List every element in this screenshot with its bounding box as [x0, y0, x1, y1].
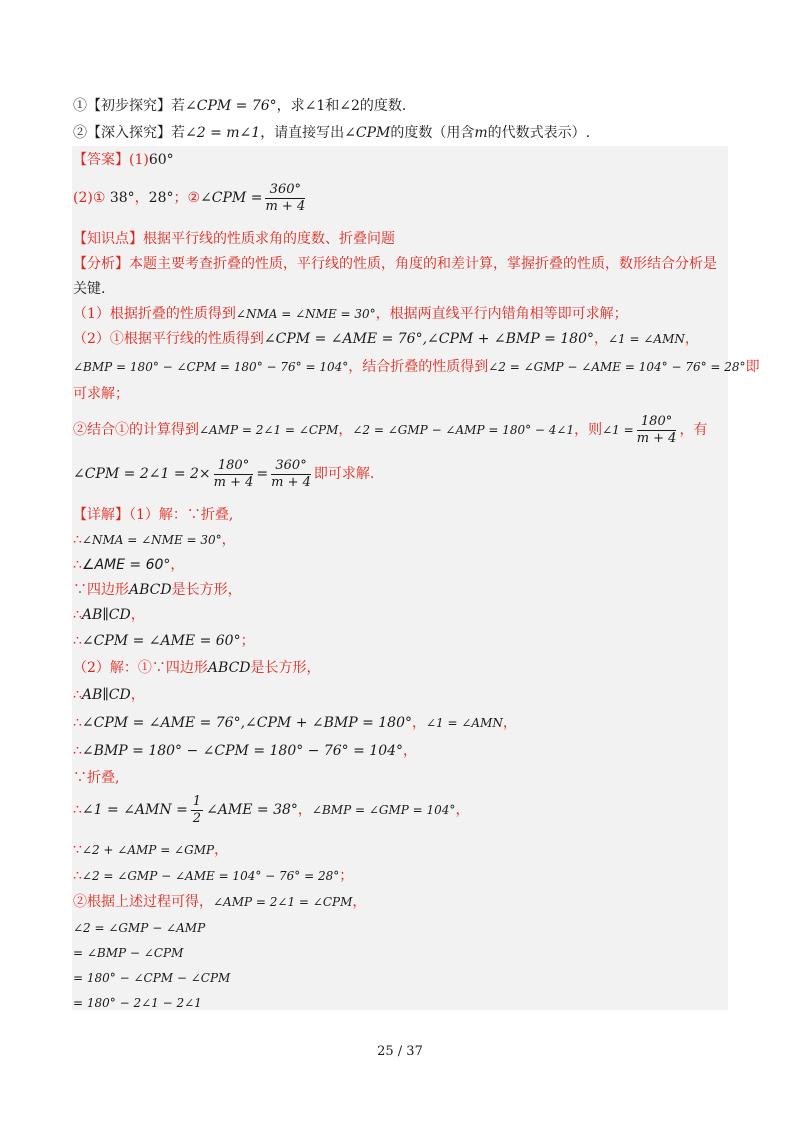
- detail-text-1: （1）解：∵折叠,: [129, 507, 234, 523]
- q2-text2: 的度数（用含: [390, 125, 475, 141]
- detail-line-17: = ∠BMP − ∠CPM: [73, 946, 184, 960]
- q2-var: m: [474, 125, 488, 141]
- fraction-denominator: m + 4: [213, 474, 254, 490]
- detail-line-14: [73, 866, 353, 886]
- detail-math-5: AB∥CD: [81, 607, 131, 623]
- detail-sep-6: ；: [240, 633, 255, 649]
- answer-2-prefix: (2)①: [73, 190, 106, 206]
- analysis-text-2: 关键.: [73, 281, 106, 297]
- therefore-symbol: ∴: [73, 715, 82, 731]
- detail-math-4: ABCD: [129, 582, 172, 598]
- answer-label: 【答案】: [73, 152, 129, 168]
- detail-math-9: ∠CPM = ∠AME = 76°,∠CPM + ∠BMP = 180°: [81, 715, 412, 731]
- detail-line-3: [73, 555, 184, 575]
- answer-2-angle1: 38°: [109, 190, 135, 206]
- analysis-step-3: [73, 357, 760, 377]
- analysis-step-2-math2: ∠1 = ∠AMN: [608, 332, 685, 346]
- detail-label: 【详解】: [73, 507, 129, 523]
- answer-line-1: [73, 150, 174, 170]
- therefore-symbol: ∴: [73, 687, 82, 703]
- detail-math-8: AB∥CD: [81, 687, 131, 703]
- detail-line-13: [73, 840, 228, 860]
- detail-sep-2: ，: [221, 532, 236, 548]
- analysis-step-5-text: ②结合①的计算得到: [73, 422, 199, 438]
- answer-2-sep: ，: [134, 190, 149, 206]
- fraction-denominator: m + 4: [271, 474, 311, 490]
- therefore-symbol: ∴: [73, 868, 82, 884]
- answer-2-angle2: 28°: [148, 190, 174, 206]
- analysis-line-2: [73, 279, 105, 299]
- analysis-step-1-text: （1）根据折叠的性质得到: [73, 306, 236, 322]
- analysis-step-5-text2: ，则: [574, 422, 603, 438]
- detail-math-9b: ∠1 = ∠AMN: [426, 716, 503, 730]
- analysis-step-1-math: ∠NMA = ∠NME = 30°: [235, 307, 376, 321]
- answer-1-prefix: (1): [129, 152, 149, 168]
- detail-math-3: ∠AME = 60°: [81, 557, 171, 573]
- detail-tail-12: ，: [455, 802, 470, 818]
- analysis-step-6-equals: =: [256, 466, 269, 482]
- fraction-numerator: 1: [192, 793, 202, 809]
- detail-line-18: = 180° − ∠CPM − ∠CPM: [73, 971, 231, 985]
- detail-line-19: = 180° − 2∠1 − 2∠1: [73, 996, 202, 1010]
- analysis-step-5: [73, 412, 707, 448]
- detail-line-7: [73, 658, 321, 678]
- q2-lead: ②【深入探究】若: [73, 125, 185, 141]
- analysis-text-1: 本题主要考查折叠的性质，平行线的性质，角度的和差计算，掌握折叠的性质，数形结合分析是: [129, 256, 717, 272]
- analysis-step-5-math2: ∠2 = ∠GMP − ∠AMP = 180° − 4∠1: [352, 423, 575, 437]
- detail-math-12: ∠1 = ∠AMN =: [81, 802, 188, 818]
- detail-math-13: ∠2 + ∠AMP = ∠GMP: [81, 843, 215, 857]
- fraction-denominator: 2: [192, 810, 202, 826]
- answer-2-mid: ；②: [173, 190, 201, 206]
- analysis-step-2-sep: ，: [594, 331, 608, 347]
- fraction-denominator: m + 4: [265, 198, 306, 214]
- q2-text: ，请直接写出: [260, 125, 345, 141]
- fraction-numerator: 180°: [637, 414, 677, 431]
- therefore-symbol: ∴: [73, 532, 82, 548]
- analysis-step-1-tail: ，根据两直线平行内错角相等即可求解；: [375, 306, 628, 322]
- analysis-step-3-math: ∠BMP = 180° − ∠CPM = 180° − 76° = 104°: [73, 360, 349, 374]
- detail-line-1: [73, 505, 233, 525]
- fraction-denominator: m + 4: [636, 430, 677, 446]
- knowledge-text: 根据平行线的性质求角的度数、折叠问题: [143, 231, 395, 247]
- detail-text-7: （2）解：①∵四边形: [73, 660, 208, 676]
- analysis-step-2: [73, 329, 699, 349]
- knowledge-label: 【知识点】: [73, 231, 143, 247]
- q2-math2: ∠CPM: [344, 125, 391, 141]
- analysis-step-5-math: ∠AMP = 2∠1 = ∠CPM: [199, 423, 339, 437]
- analysis-step-6-fraction-2: [271, 458, 311, 491]
- fraction-numerator: 360°: [271, 458, 311, 475]
- detail-line-16: ∠2 = ∠GMP − ∠AMP: [73, 921, 206, 935]
- detail-math-6: ∠CPM = ∠AME = 60°: [81, 633, 241, 649]
- detail-line-2: [73, 530, 236, 550]
- detail-tail-9: ，: [502, 715, 517, 731]
- fraction-numerator: 360°: [265, 182, 305, 199]
- fraction-numerator: 180°: [214, 458, 254, 475]
- detail-sep-9: ，: [412, 715, 426, 731]
- analysis-step-3-text: ，结合折叠的性质得到: [348, 359, 489, 375]
- answer-2-fraction: [265, 182, 305, 215]
- detail-sep-15: ，: [352, 894, 367, 910]
- detail-line-11: [73, 768, 119, 788]
- analysis-step-6-tail: 即可求解.: [313, 466, 375, 482]
- analysis-step-4: [73, 384, 129, 404]
- analysis-step-6: [73, 456, 374, 492]
- detail-math-14: ∠2 = ∠GMP − ∠AME = 104° − 76° = 28°: [81, 869, 340, 883]
- detail-line-9: [73, 713, 517, 733]
- detail-sep-13: ，: [214, 842, 229, 858]
- detail-text-15: ②根据上述过程可得，: [73, 894, 213, 910]
- detail-line-15: [73, 892, 366, 912]
- detail-math-15: ∠AMP = 2∠1 = ∠CPM: [213, 895, 353, 909]
- analysis-label: 【分析】: [73, 256, 129, 272]
- analysis-line-1: [73, 254, 717, 274]
- q1-lead: ①【初步探究】若: [73, 98, 185, 114]
- analysis-step-2-math: ∠CPM = ∠AME = 76°,∠CPM + ∠BMP = 180°: [263, 331, 594, 347]
- detail-line-10: [73, 741, 417, 761]
- analysis-step-2-text: （2）①根据平行线的性质得到: [73, 331, 264, 347]
- question-part-2: [73, 123, 590, 143]
- analysis-step-5-tail: ，有: [679, 422, 708, 438]
- detail-line-4: [73, 580, 242, 600]
- detail-sep-12: ，: [297, 802, 312, 818]
- detail-text-11: ∵折叠,: [73, 770, 120, 786]
- answer-1-value: 60°: [148, 152, 174, 168]
- detail-math-7: ABCD: [207, 660, 251, 676]
- detail-math-10: ∠BMP = 180° − ∠CPM = 180° − 76° = 104°: [81, 743, 404, 759]
- detail-text-4: ∵四边形: [73, 582, 129, 598]
- page-number: 25 / 37: [377, 1044, 423, 1059]
- knowledge-point: [73, 229, 395, 249]
- detail-fraction-half: [191, 794, 203, 827]
- detail-line-8: [73, 685, 145, 705]
- detail-sep-14: ；: [339, 868, 354, 884]
- answer-line-2: [73, 180, 308, 216]
- detail-math-2: ∠NMA = ∠NME = 30°: [81, 533, 222, 547]
- analysis-step-3-tail: 即: [745, 359, 760, 375]
- therefore-symbol: ∴: [73, 743, 82, 759]
- q2-math: ∠2 = m∠1: [185, 125, 261, 141]
- detail-line-5: [73, 605, 145, 625]
- detail-tail-7: 是长方形，: [250, 660, 321, 676]
- detail-math-12b: ∠AME = 38°: [206, 802, 298, 818]
- analysis-step-6-fraction-1: [214, 458, 254, 491]
- detail-line-6: [73, 631, 255, 651]
- q1-math: ∠CPM = 76°: [185, 98, 277, 114]
- analysis-step-5-sep: ，: [338, 422, 353, 438]
- analysis-step-2-tail: ，: [684, 331, 699, 347]
- because-symbol: ∵: [73, 842, 82, 858]
- analysis-step-5-fraction: [637, 414, 677, 447]
- detail-tail-4: 是长方形，: [171, 582, 242, 598]
- therefore-symbol: ∴: [73, 633, 82, 649]
- analysis-step-4-text: 可求解；: [73, 386, 129, 402]
- detail-line-12: [73, 792, 469, 828]
- question-part-1: [73, 96, 406, 116]
- q2-tail: 的代数式表示）.: [487, 125, 591, 141]
- analysis-step-5-math3: ∠1 =: [602, 423, 634, 437]
- detail-sep-5: ，: [130, 607, 145, 623]
- analysis-step-6-math: ∠CPM = 2∠1 = 2×: [73, 466, 211, 482]
- detail-math-12c: ∠BMP = ∠GMP = 104°: [311, 803, 456, 817]
- detail-sep-3: ，: [170, 557, 185, 573]
- analysis-step-1: [73, 304, 628, 324]
- analysis-step-3-math2: ∠2 = ∠GMP − ∠AME = 104° − 76° = 28°: [488, 360, 746, 374]
- therefore-symbol: ∴: [73, 607, 82, 623]
- detail-sep-8: ，: [130, 687, 145, 703]
- answer-2-expr: ∠CPM =: [200, 190, 263, 206]
- detail-sep-10: ，: [403, 743, 418, 759]
- therefore-symbol: ∴: [73, 802, 82, 818]
- q1-tail: ，求∠1和∠2的度数.: [276, 98, 407, 114]
- therefore-symbol: ∴: [73, 557, 82, 573]
